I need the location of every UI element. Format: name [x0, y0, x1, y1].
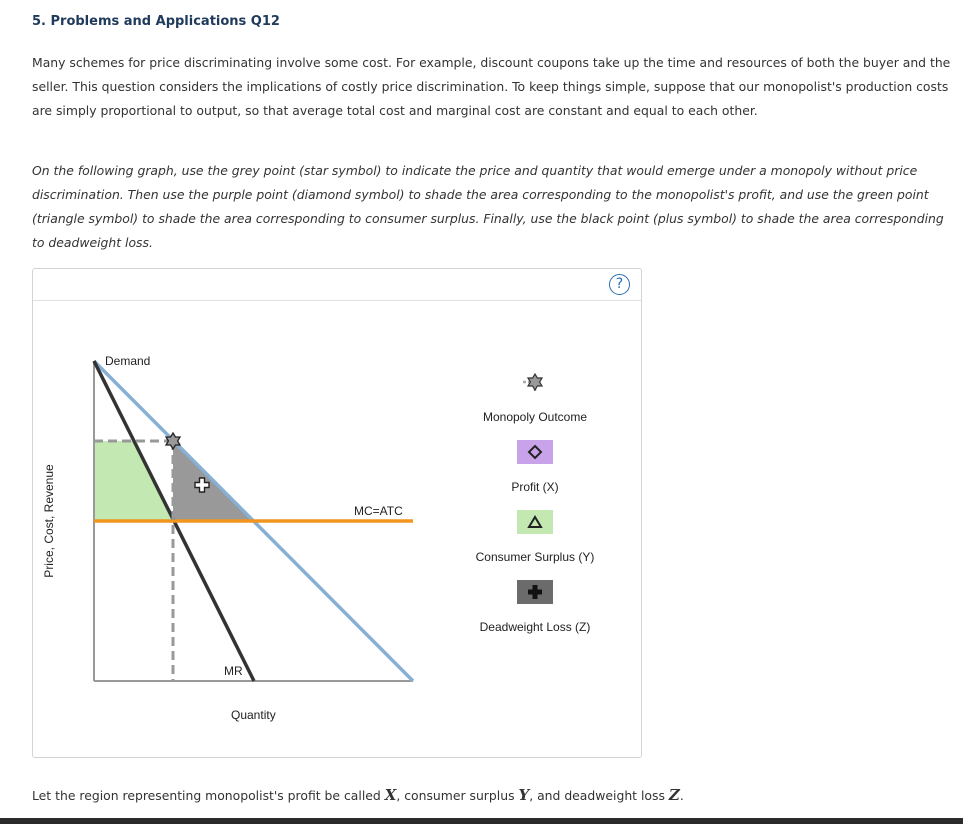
y-axis-label: Price, Cost, Revenue [42, 464, 56, 578]
graph-panel [32, 268, 642, 758]
instructions-paragraph: On the following graph, use the grey point (star symbol) to indicate the price and quantity that would emerge under a monopoly without price discrimination. Then use the purple point (diamond symbol) to shade the area corresponding to the monopolist's profit, and use the green point (triangle symbol) to shade the area corresponding to consumer surplus. Finally, use the black point (plus symbol) to shade the area corresponding to deadweight loss. [32, 163, 944, 250]
legend-label-consumer-surplus: Consumer Surplus (Y) [475, 550, 595, 564]
consumer-surplus-area[interactable] [94, 441, 173, 521]
legend-consumer-surplus-swatch[interactable] [517, 510, 553, 534]
legend-deadweight-loss-swatch[interactable] [517, 580, 553, 604]
triangle-icon [517, 510, 553, 534]
help-icon[interactable]: ? [609, 274, 630, 295]
intro-paragraph: Many schemes for price discriminating involve some cost. For example, discount coupons take up the time and resources of both the buyer and the seller. This question considers the implications of costly price discrimination. To keep things simple, suppose that our monopolist's production costs are simply proportional to output, so that average total cost and marginal cost are constant and equal to each other. [32, 55, 951, 118]
var-x: X [384, 786, 397, 804]
legend-label-monopoly-outcome: Monopoly Outcome [482, 410, 588, 424]
question-title: 5. Problems and Applications Q12 [32, 14, 280, 29]
demand-label: Demand [105, 354, 151, 368]
legend-label-deadweight-loss: Deadweight Loss (Z) [479, 620, 591, 634]
legend-profit-swatch[interactable] [517, 440, 553, 464]
mr-label: MR [224, 664, 243, 678]
legend-label-profit: Profit (X) [511, 480, 559, 494]
mc-atc-label: MC=ATC [354, 504, 403, 518]
footer-bar [0, 818, 963, 824]
diamond-icon [517, 440, 553, 464]
legend-star-icon[interactable] [523, 374, 542, 392]
x-axis-label: Quantity [231, 708, 276, 722]
plus-icon [517, 580, 553, 604]
var-y: Y [518, 786, 530, 804]
region-definition-text: Let the region representing monopolist's profit be called X, consumer surplus Y, and deadweight loss Z. [32, 786, 684, 804]
var-z: Z [668, 786, 680, 804]
